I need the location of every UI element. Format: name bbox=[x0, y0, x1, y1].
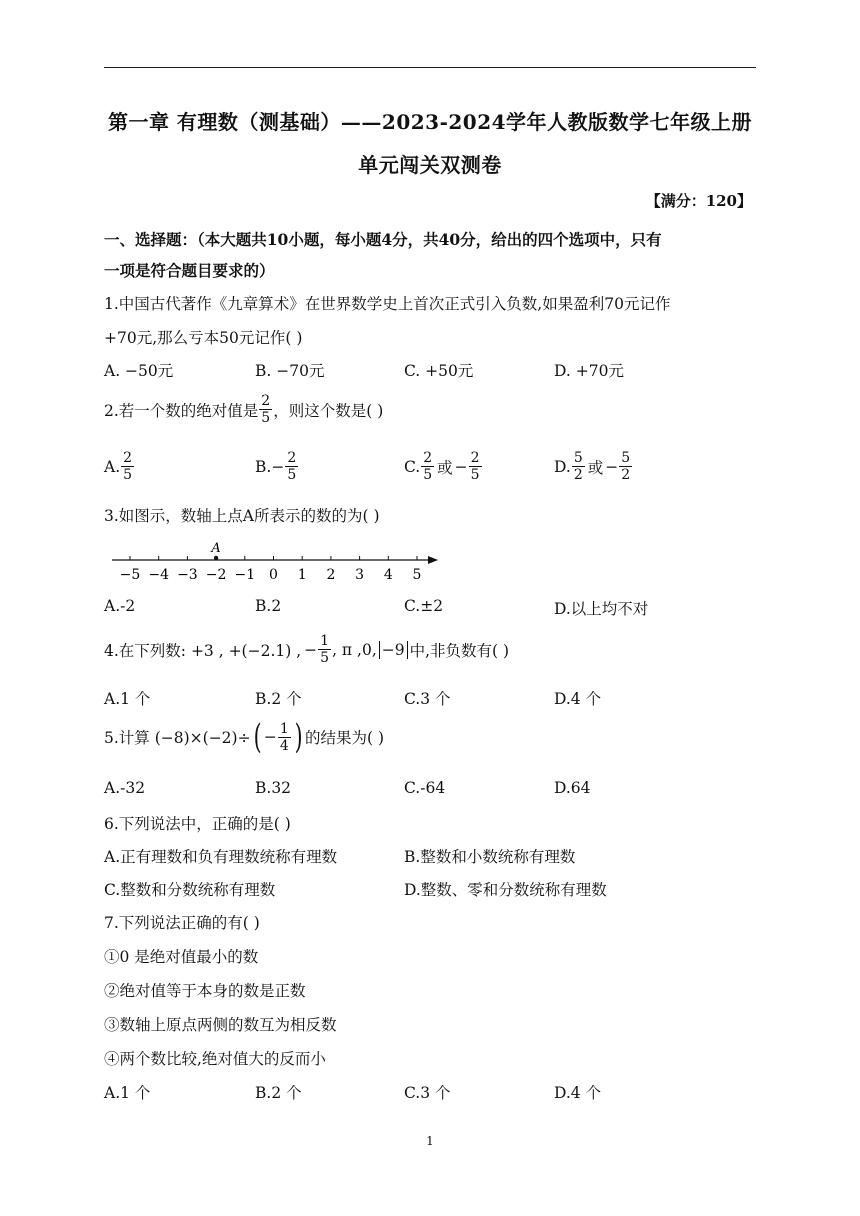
q2-d-den2: 2 bbox=[621, 467, 631, 483]
q2-a-fraction bbox=[121, 450, 134, 483]
q5-prefix: 5.计算 (−8)×(−2)÷ bbox=[104, 729, 251, 747]
q7-text: 7.下列说法正确的有( ) bbox=[104, 914, 260, 932]
q7-statement-4: ④两个数比较,绝对值大的反而小 bbox=[104, 1050, 326, 1068]
abs-bar-left bbox=[379, 641, 380, 659]
q2-c-fraction-1 bbox=[421, 450, 434, 483]
q6-option-a[interactable]: A.正有理数和负有理数统称有理数 bbox=[104, 848, 338, 866]
q2-option-c[interactable] bbox=[404, 450, 483, 483]
q4-option-c[interactable]: C.3 个 bbox=[404, 690, 451, 708]
number-line-tick-label: 0 bbox=[269, 567, 278, 583]
q7-option-c[interactable]: C.3 个 bbox=[404, 1084, 451, 1102]
q2-c-or: 或 bbox=[437, 458, 453, 477]
q2-b-fraction bbox=[285, 450, 298, 483]
q2-b-num: 2 bbox=[287, 450, 297, 466]
q5-frac-num: 1 bbox=[279, 720, 289, 737]
q3-text: 3.如图示，数轴上点A所表示的数的为( ) bbox=[104, 507, 380, 525]
q2-c-fraction-2 bbox=[469, 450, 482, 483]
q4-prefix: 4.在下列数: +3 , +(−2.1) , bbox=[104, 641, 302, 660]
q7-option-a[interactable]: A.1 个 bbox=[104, 1084, 151, 1102]
q2-d-num2: 5 bbox=[621, 450, 631, 466]
q5-text bbox=[104, 717, 385, 757]
q4-mid: , π ,0, bbox=[332, 640, 377, 659]
q6-option-c[interactable]: C.整数和分数统称有理数 bbox=[104, 881, 276, 899]
number-line-figure bbox=[104, 538, 444, 588]
number-line-tick-label: −1 bbox=[234, 567, 256, 583]
q3-option-b[interactable]: B.2 bbox=[255, 597, 282, 615]
page-number: 1 bbox=[426, 1134, 434, 1148]
q2-b-label: B. bbox=[255, 457, 272, 476]
q3-option-a[interactable]: A.-2 bbox=[104, 597, 136, 615]
q3-option-d[interactable]: D.以上均不对 bbox=[554, 600, 649, 618]
q2-frac-den: 5 bbox=[261, 410, 271, 426]
q4-sign: − bbox=[304, 640, 318, 659]
number-line-tick-label: 1 bbox=[297, 567, 307, 583]
q5-option-c[interactable]: C.-64 bbox=[404, 779, 446, 797]
point-a-label: A bbox=[211, 541, 221, 556]
q6-text: 6.下列说法中，正确的是( ) bbox=[104, 815, 291, 833]
q2-c-sign: − bbox=[454, 457, 468, 476]
q2-c-den1: 5 bbox=[423, 467, 433, 483]
q2-d-label: D. bbox=[554, 457, 571, 476]
q2-b-sign: − bbox=[271, 457, 285, 476]
q2-c-den2: 5 bbox=[470, 467, 480, 483]
q1-option-b[interactable]: B. −70元 bbox=[255, 362, 325, 380]
section-heading: 一、选择题：（本大题共10小题，每小题4分，共40分，给出的四个选项中，只有 bbox=[104, 230, 662, 249]
q7-option-b[interactable]: B.2 个 bbox=[255, 1084, 302, 1102]
q7-statement-2: ②绝对值等于本身的数是正数 bbox=[104, 982, 306, 1000]
q5-suffix: 的结果为( ) bbox=[305, 729, 385, 747]
section-heading-cont: 一项是符合题目要求的） bbox=[104, 261, 275, 280]
number-line-tick-label: 5 bbox=[412, 567, 422, 583]
q2-d-num1: 5 bbox=[573, 450, 583, 466]
q4-abs-inner: −9 bbox=[381, 640, 405, 659]
q7-option-d[interactable]: D.4 个 bbox=[554, 1084, 602, 1102]
q2-c-label: C. bbox=[404, 457, 421, 476]
number-line-tick-label: −5 bbox=[119, 567, 141, 583]
q5-option-b[interactable]: B.32 bbox=[255, 779, 292, 797]
q2-c-num2: 2 bbox=[470, 450, 480, 466]
number-line-tick-label: 4 bbox=[383, 567, 393, 583]
number-line-tick-label: 2 bbox=[326, 567, 336, 583]
q6-option-d[interactable]: D.整数、零和分数统称有理数 bbox=[404, 881, 607, 899]
top-rule bbox=[104, 67, 756, 68]
full-score-label: 【满分：120】 bbox=[645, 192, 752, 210]
q4-suffix: 中,非负数有( ) bbox=[409, 641, 510, 660]
q2-d-or: 或 bbox=[587, 458, 604, 477]
q2-d-sign: − bbox=[605, 457, 619, 476]
q5-option-d[interactable]: D.64 bbox=[554, 779, 591, 797]
number-line-tick-label: −3 bbox=[177, 567, 198, 583]
number-line-tick-label: 3 bbox=[355, 567, 365, 583]
q1-option-c[interactable]: C. +50元 bbox=[404, 362, 474, 380]
left-paren: ( bbox=[253, 717, 262, 757]
q2-b-den: 5 bbox=[287, 467, 297, 483]
q4-frac-num: 1 bbox=[320, 633, 330, 649]
q7-statement-3: ③数轴上原点两侧的数互为相反数 bbox=[104, 1016, 337, 1034]
q5-sign: − bbox=[263, 728, 277, 746]
number-line-tick-label: −2 bbox=[205, 567, 227, 583]
q3-option-c[interactable]: C.±2 bbox=[404, 597, 444, 615]
q4-option-b[interactable]: B.2 个 bbox=[255, 690, 302, 708]
page-title: 第一章 有理数（测基础）——2023-2024学年人教版数学七年级上册 bbox=[107, 110, 753, 134]
q2-prefix: 2.若一个数的绝对值是 bbox=[104, 401, 259, 420]
page-subtitle: 单元闯关双测卷 bbox=[358, 153, 502, 177]
q2-c-num1: 2 bbox=[423, 450, 433, 466]
q2-fraction bbox=[259, 393, 272, 426]
q2-option-d[interactable] bbox=[554, 450, 633, 483]
q5-option-a[interactable]: A.-32 bbox=[104, 779, 146, 797]
q1-text-cont: +70元,那么亏本50元记作( ) bbox=[104, 329, 303, 347]
q2-a-num: 2 bbox=[123, 450, 133, 466]
q2-a-den: 5 bbox=[123, 467, 133, 483]
q2-a-label: A. bbox=[104, 457, 121, 476]
q7-statement-1: ①0 是绝对值最小的数 bbox=[104, 948, 259, 966]
q2-text bbox=[104, 393, 383, 426]
q2-option-a[interactable] bbox=[104, 450, 135, 483]
q4-option-d[interactable]: D.4 个 bbox=[554, 690, 602, 708]
q1-option-a[interactable]: A. −50元 bbox=[104, 362, 174, 380]
q4-option-a[interactable]: A.1 个 bbox=[104, 690, 151, 708]
q5-frac-den: 4 bbox=[279, 737, 289, 754]
number-line-tick-label: −4 bbox=[148, 567, 170, 583]
q2-frac-num: 2 bbox=[261, 393, 271, 409]
abs-bar-right bbox=[407, 641, 408, 659]
q2-d-den1: 2 bbox=[573, 467, 583, 483]
q2-d-fraction-2 bbox=[619, 450, 632, 483]
number-line-arrow bbox=[428, 556, 438, 564]
right-paren: ) bbox=[294, 717, 303, 757]
q4-frac-den: 5 bbox=[320, 650, 330, 666]
q1-option-d[interactable]: D. +70元 bbox=[554, 362, 624, 380]
q2-suffix: ，则这个数是( ) bbox=[273, 401, 384, 420]
q4-text bbox=[104, 633, 509, 666]
q4-fraction bbox=[318, 633, 331, 666]
q5-fraction bbox=[278, 721, 291, 754]
q1-text: 1.中国古代著作《九章算术》在世界数学史上首次正式引入负数,如果盈利70元记作 bbox=[104, 295, 671, 313]
point-a-marker bbox=[214, 556, 218, 560]
q2-option-b[interactable] bbox=[255, 450, 299, 483]
q6-option-b[interactable]: B.整数和小数统称有理数 bbox=[404, 848, 576, 866]
q2-d-fraction-1 bbox=[572, 450, 585, 483]
